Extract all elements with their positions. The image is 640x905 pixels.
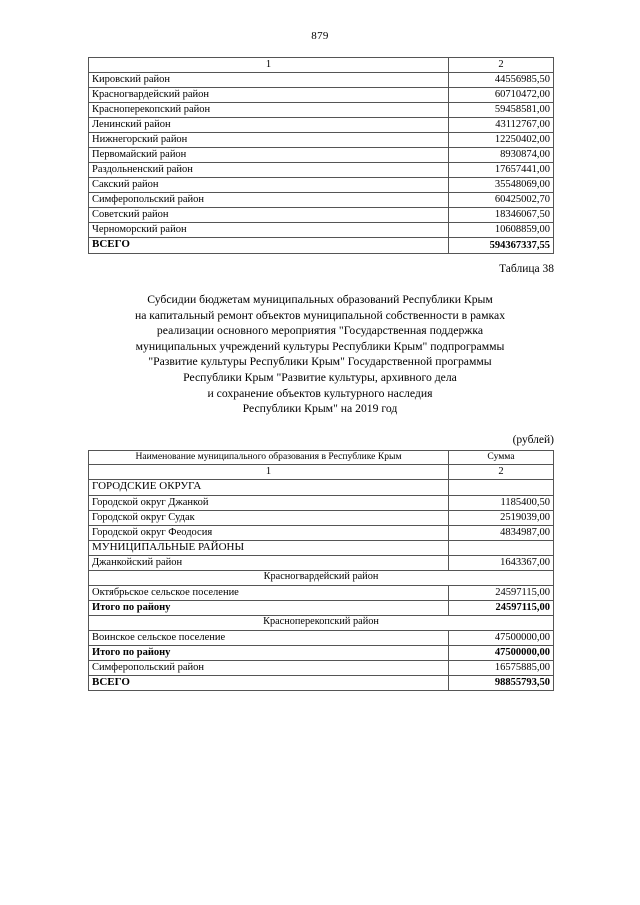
table-row xyxy=(89,510,554,525)
total-amount: 98855793,50 xyxy=(449,675,554,691)
subtotal-amount: 24597115,00 xyxy=(449,601,554,616)
table-row xyxy=(89,73,554,88)
title-line: и сохранение объектов культурного наследия xyxy=(207,386,433,400)
subtotal-amount: 47500000,00 xyxy=(449,645,554,660)
total-amount: 594367337,55 xyxy=(449,238,554,254)
column-number-2: 2 xyxy=(449,58,554,73)
district-amount: 60425002,70 xyxy=(449,193,554,208)
table-caption: Таблица 38 xyxy=(499,263,554,275)
table-row xyxy=(89,675,554,691)
section-amount xyxy=(449,540,554,556)
district-name: Черноморский район xyxy=(89,223,449,238)
title-line: Субсидии бюджетам муниципальных образований Республики Крым xyxy=(147,293,493,306)
district-amount: 44556985,50 xyxy=(449,73,554,88)
table-row xyxy=(89,660,554,675)
municipality-amount: 1185400,50 xyxy=(449,495,554,510)
table-row xyxy=(89,645,554,660)
table-row xyxy=(89,178,554,193)
municipality-amount: 16575885,00 xyxy=(449,660,554,675)
total-label: ВСЕГО xyxy=(89,675,449,691)
district-name: Красноперекопский район xyxy=(89,103,449,118)
table-row xyxy=(89,103,554,118)
table-row xyxy=(89,556,554,571)
table-row xyxy=(89,58,554,73)
table-row xyxy=(89,630,554,645)
municipality-amount: 4834987,00 xyxy=(449,525,554,540)
column-header-name: Наименование муниципального образования в Республике Крым xyxy=(89,451,449,465)
district-group-header: Красногвардейский район xyxy=(89,571,554,586)
district-name: Кировский район xyxy=(89,73,449,88)
municipality-amount: 1643367,00 xyxy=(449,556,554,571)
municipality-name: Воинское сельское поселение xyxy=(89,630,449,645)
table-one-body xyxy=(89,58,554,254)
table-row xyxy=(89,451,554,465)
district-group-header: Красноперекопский район xyxy=(89,616,554,631)
municipality-amount: 24597115,00 xyxy=(449,586,554,601)
subtotal-label: Итого по району xyxy=(89,645,449,660)
table-row xyxy=(89,118,554,133)
district-amount: 35548069,00 xyxy=(449,178,554,193)
municipality-name: Городской округ Судак xyxy=(89,510,449,525)
section-header: ГОРОДСКИЕ ОКРУГА xyxy=(89,480,449,496)
district-name: Нижнегорский район xyxy=(89,133,449,148)
title-line: Республики Крым "Развитие культуры, архивного дела xyxy=(183,370,457,384)
districts-subsidy-table xyxy=(88,57,554,254)
table-row xyxy=(89,465,554,480)
table-row xyxy=(89,540,554,556)
column-number-1: 1 xyxy=(89,465,449,480)
page-number: 879 xyxy=(311,30,329,42)
table-row xyxy=(89,223,554,238)
table-two-body xyxy=(89,451,554,691)
section-amount xyxy=(449,480,554,496)
title-line: реализации основного мероприятия "Государственная поддержка xyxy=(156,324,484,338)
section-header: МУНИЦИПАЛЬНЫЕ РАЙОНЫ xyxy=(89,540,449,556)
district-name: Ленинский район xyxy=(89,118,449,133)
table-row xyxy=(89,616,554,631)
title-line: Республики Крым" на 2019 год xyxy=(242,402,398,416)
district-name: Красногвардейский район xyxy=(89,88,449,103)
table-row xyxy=(89,571,554,586)
district-name: Первомайский район xyxy=(89,148,449,163)
district-amount: 18346067,50 xyxy=(449,208,554,223)
subtotal-label: Итого по району xyxy=(89,601,449,616)
table-row xyxy=(89,193,554,208)
title-line: "Развитие культуры Республики Крым" Государственной программы xyxy=(148,355,492,369)
table-title-block xyxy=(70,292,570,417)
table-row xyxy=(89,133,554,148)
column-number-1: 1 xyxy=(89,58,449,73)
municipality-name: Джанкойский район xyxy=(89,556,449,571)
district-amount: 43112767,00 xyxy=(449,118,554,133)
municipality-name: Октябрьское сельское поселение xyxy=(89,586,449,601)
table-row xyxy=(89,88,554,103)
district-amount: 8930874,00 xyxy=(449,148,554,163)
district-amount: 59458581,00 xyxy=(449,103,554,118)
district-name: Симферопольский район xyxy=(89,193,449,208)
district-name: Раздольненский район xyxy=(89,163,449,178)
table-row xyxy=(89,238,554,254)
table-row xyxy=(89,495,554,510)
municipality-amount: 2519039,00 xyxy=(449,510,554,525)
title-line: на капитальный ремонт объектов муниципальной собственности в рамках xyxy=(134,308,506,322)
total-label: ВСЕГО xyxy=(89,238,449,254)
table-row xyxy=(89,208,554,223)
municipality-name: Городской округ Джанкой xyxy=(89,495,449,510)
table-row xyxy=(89,163,554,178)
table-row xyxy=(89,525,554,540)
municipality-amount: 47500000,00 xyxy=(449,630,554,645)
district-amount: 17657441,00 xyxy=(449,163,554,178)
units-note: (рублей) xyxy=(512,434,554,446)
district-amount: 10608859,00 xyxy=(449,223,554,238)
column-number-2: 2 xyxy=(449,465,554,480)
district-amount: 12250402,00 xyxy=(449,133,554,148)
municipality-name: Городской округ Феодосия xyxy=(89,525,449,540)
municipality-name: Симферопольский район xyxy=(89,660,449,675)
table-row xyxy=(89,586,554,601)
table-row xyxy=(89,601,554,616)
district-name: Сакский район xyxy=(89,178,449,193)
title-line: муниципальных учреждений культуры Республики Крым" подпрограммы xyxy=(135,339,505,353)
table-row xyxy=(89,148,554,163)
table-row xyxy=(89,480,554,496)
capital-repair-subsidy-table xyxy=(88,450,554,691)
column-header-sum: Сумма xyxy=(449,451,554,465)
district-amount: 60710472,00 xyxy=(449,88,554,103)
district-name: Советский район xyxy=(89,208,449,223)
